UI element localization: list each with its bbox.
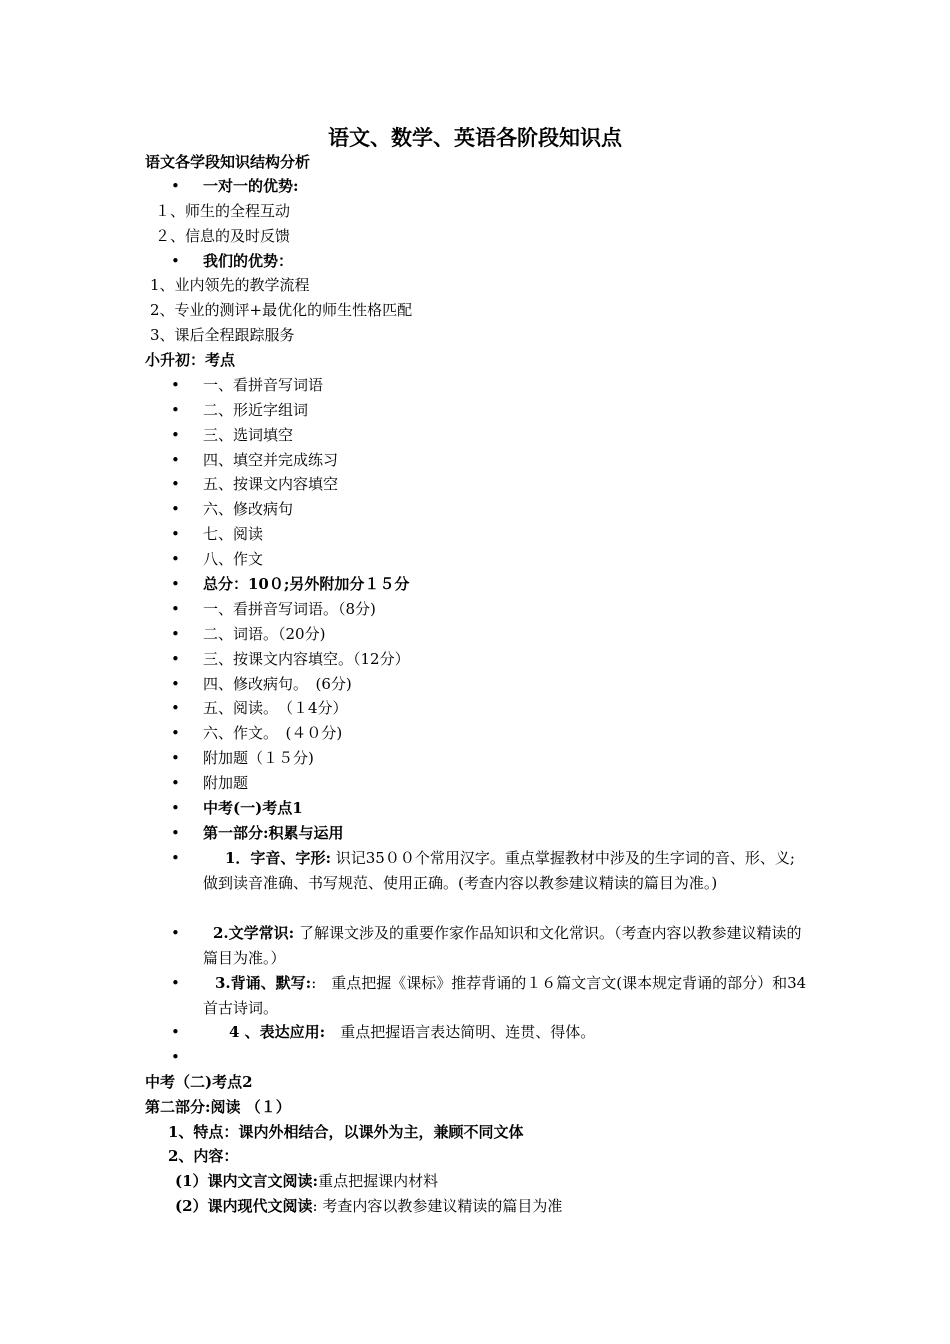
part1-heading: 第一部分:积累与运用 [203,824,344,842]
total-score: 总分：10０;另外附加分１５分 [203,575,410,593]
bullet: • [171,749,180,767]
score-item: 附加题（１５分) [203,749,314,767]
list-item: 七、阅读 [203,525,264,543]
section-heading: 语文各学段知识结构分析 [145,153,311,171]
bullet: • [171,650,180,668]
bullet: • [171,724,180,742]
adv2-title: 我们的优势： [203,252,294,270]
list-item: 二、形近字组词 [203,401,309,419]
adv1-item: １、师生的全程互动 [155,202,291,220]
point-label: 2.文学常识: [213,924,295,942]
score-item: 二、词语。（20分) [203,625,326,643]
point-paragraph [203,1020,809,1045]
bullet: • [171,500,180,518]
bullet: • [171,1023,180,1041]
point-text: 识记35００个常用汉字。重点掌握教材中涉及的生字词的音、形、义;做到读音准确、书写规范、使用正确。(考查内容以教参建议精读的篇目为准。) [203,849,795,892]
list-item: 八、作文 [203,550,264,568]
adv2-item: 1、业内领先的教学流程 [150,276,310,294]
bullet: • [171,974,180,992]
bullet: • [171,451,180,469]
document-title: 语文、数学、英语各阶段知识点 [328,125,622,150]
list-item: 三、选词填空 [203,426,294,444]
bullet: • [171,426,180,444]
part2-heading: 第二部分:阅读 （１） [145,1098,291,1116]
content-item [175,1196,562,1216]
point-text: : 重点把握《课标》推荐背诵的１６篇文言文(课本规定背诵的部分）和34首古诗词。 [203,974,807,1017]
list-item: 五、按课文内容填空 [203,475,339,493]
point-paragraph [203,971,809,1021]
content-item-label: (2）课内现代文阅读 [175,1197,313,1215]
content-item-text: 重点把握课内材料 [318,1172,439,1190]
score-item: 五、阅读。 （１4分） [203,699,348,717]
bullet: • [171,525,180,543]
score-item: 六、作文。 (４０分) [203,724,343,742]
score-item: 一、看拼音写词语。（8分) [203,600,376,618]
list-item: 四、填空并完成练习 [203,451,339,469]
adv1-item: ２、信息的及时反馈 [155,227,291,245]
adv2-item: 3、课后全程跟踪服务 [150,326,295,344]
bullet: • [171,600,180,618]
list-item: 六、修改病句 [203,500,294,518]
zk2-heading: 中考（二)考点2 [145,1073,253,1091]
score-item: 三、按课文内容填空。（12分） [203,650,410,668]
score-item: 四、修改病句。 (6分) [203,675,352,693]
bullet: • [171,401,180,419]
bullet: • [171,625,180,643]
point-label: 3.背诵、默写: [215,974,312,992]
content-line: 2、内容： [168,1147,239,1165]
bullet: • [171,799,180,817]
bullet: • [171,824,180,842]
point-text: 了解课文涉及的重要作家作品知识和文化常识。（考查内容以教参建议精读的篇目为准。） [203,924,802,967]
adv2-item: 2、专业的测评+最优化的师生性格匹配 [150,301,413,319]
bullet: • [171,849,180,867]
bullet: • [171,575,180,593]
content-item-label: (1）课内文言文阅读: [175,1172,319,1190]
bullet: • [171,550,180,568]
adv1-title: 一对一的优势: [203,177,299,195]
bullet: • [171,774,180,792]
point-label: 1．字音、字形: [225,849,331,867]
zk1-heading: 中考(一)考点1 [203,799,303,817]
point-text: 重点把握语言表达简明、连贯、得体。 [325,1023,596,1041]
bullet: • [171,376,180,394]
bullet: • [171,924,180,942]
bullet: • [171,475,180,493]
xsc-heading: 小升初：考点 [145,351,236,369]
bullet: • [171,675,180,693]
point-paragraph [203,921,809,971]
bullet: • [171,252,180,270]
bullet: • [171,1048,180,1066]
bullet: • [171,177,180,195]
content-item [175,1171,438,1191]
feature-line: 1、特点：课内外相结合，以课外为主，兼顾不同文体 [168,1123,524,1141]
point-paragraph [203,846,809,896]
bullet: • [171,699,180,717]
content-item-text: : 考查内容以教参建议精读的篇目为准 [312,1197,563,1215]
list-item: 一、看拼音写词语 [203,376,324,394]
point-label: 4 、表达应用: [229,1023,326,1041]
score-item: 附加题 [203,774,249,792]
